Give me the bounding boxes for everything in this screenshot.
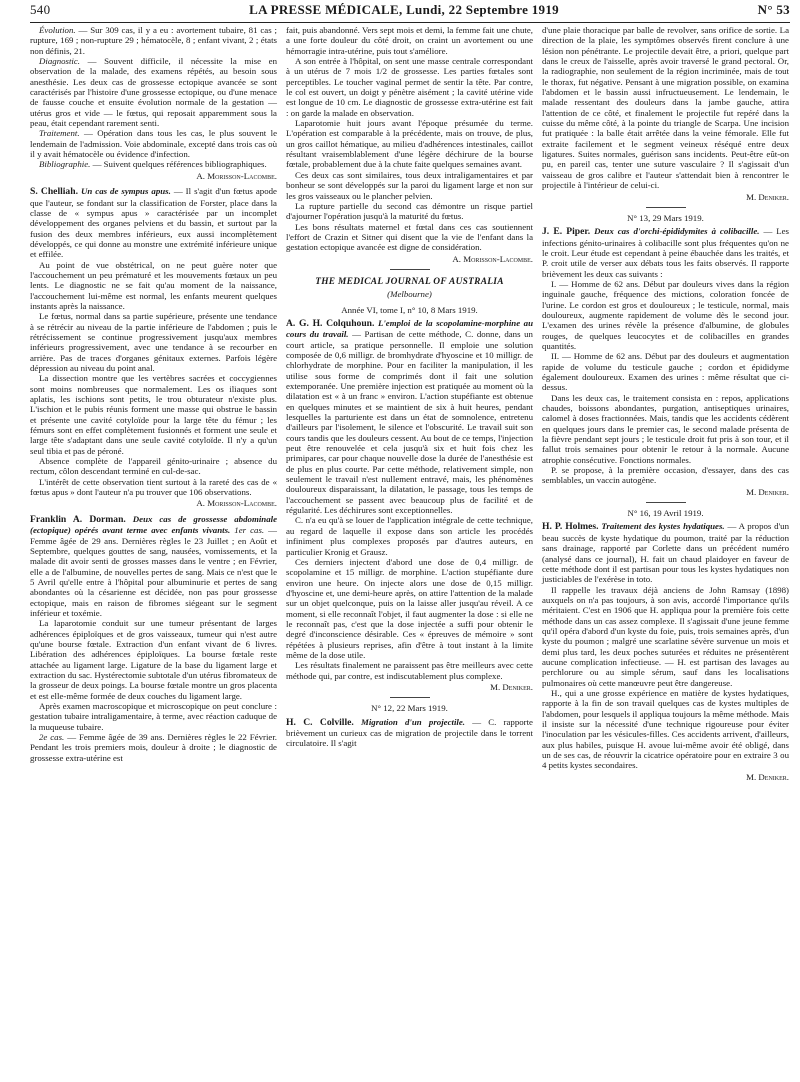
lead: Bibliographie. bbox=[39, 159, 91, 170]
text: — A propos d'un beau succès de kyste hydatique du poumon, traité par la réduction sans drainage, rapporté par Corlette dans un précédent numéro (analysé dans ce journal), H. fait un chaud plaidoyer en faveur de cette méthode dont il est partisan pour tous les kystes hydatiques non justiciables de l'exérèse in toto. bbox=[542, 521, 790, 585]
article-author: J. E. Piper. bbox=[542, 226, 591, 238]
issue-line: Année VI, tome I, n° 10, 8 Mars 1919. bbox=[341, 304, 478, 315]
paragraph: Au point de vue obstétrical, on ne peut guère noter que l'accouchement un peu prématuré et les mouvements fœtaux un peu lents. Le diagnostic ne se fait qu'au moment de la naissance, l'accouchement lui-même est normal, les enfants meurent quelques instants après la naissance. bbox=[30, 259, 277, 311]
paragraph: H., qui a une grosse expérience en matière de kystes hydatiques, rapporte à la fin de son travail quelques cas de kystes multiples de l'abdomen, pour lesquels il appliqua toujours la même méthode. Mais il insiste sur la nécessité d'une technique rigoureuse pour éviter l'inoculation par les vésicules-filles. Ces accidents arrivent, d'ailleurs, aux plus habiles, puisque H. avoue lui-même avoir été obligé, dans un de ses cas, de réouvrir la cicatrice opératoire pour en extraire 3 ou 4 petits kystes secondaires. bbox=[542, 687, 789, 771]
text: — Les infections génito-urinaires à colibacille sont plus fréquentes qu'on ne le croit. Leur étude est cependant à peine ébauchée dans les traités, et P. croit utile de verser aux débats tous les faits observés. Il rapporte brièvement les deux cas suivants : bbox=[542, 226, 789, 279]
paragraph: La rupture partielle du second cas démontre un risque partiel d'ajourner l'opération jusqu'à la maturité du fœtus. bbox=[286, 200, 533, 222]
signature: A. Morisson-Lacombe. bbox=[196, 498, 277, 509]
issue-number: N° 53 bbox=[757, 2, 790, 17]
issue-line: N° 13, 29 Mars 1919. bbox=[627, 212, 704, 223]
paragraph bbox=[30, 186, 277, 259]
signature: M. Deniker. bbox=[746, 191, 789, 202]
article-title: Migration d'un projectile. bbox=[360, 716, 466, 727]
article-title: Un cas de sympus apus. bbox=[80, 186, 171, 197]
issue-line: N° 16, 19 Avril 1919. bbox=[627, 508, 704, 519]
text: — Souvent difficile, il nécessite la mise en observation de la malade, des examens répétés, au besoin sous anesthésie. Les deux cas de grossesse ectopique avancée se sont caractérisés par l'histoire d'une grossesse ectopique, ou d'une menace de fausse couche et ensuite évolution normale de la gestation — utérus gros et vide — le fœtus, qui reposait apparemment sous la peau, était cependant rarement senti. bbox=[30, 56, 277, 129]
paragraph: Le fœtus, normal dans sa partie supérieure, présente une tendance à se rétrécir au niveau de la partie inférieure de l'abdomen ; puis le rétrécissement se continue progressivement jusqu'aux membres inférieurs progressivement, avec une tendance à se recourber en arrière. Pas de traces d'organes génitaux externes. Parfois légère dépression au niveau du point anal. bbox=[30, 311, 277, 373]
text: — Femme âgée de 39 ans. Dernières règles le 22 Février. Pendant les trois premiers mois, douleur à droite ; le diagnostic de grossesse extra-utérine est bbox=[30, 732, 277, 763]
paragraph: Ces derniers injectent d'abord une dose de 0,4 milligr. de scopolamine et 15 milligr. de morphine. L'action stupéfiante dure environ une heure. On injecte alors une dose de 0,15 milligr. d'hyoscine et, une demi-heure après, on attire l'attention de la malade sur un objet quelconque, puis on la laisse aller jusqu'au réveil. A ce moment, si elle reconnaît l'objet, il faut augmenter la dose : si elle ne le reconnaît pas, c'est que la dose injectée a suffi pour obtenir le degré d'inconscience désirable. Ces « épreuves de mémoire » sont répétées à plusieurs reprises, afin d'être à tout instant à la limite même de la dose utile. bbox=[286, 556, 533, 660]
paragraph bbox=[286, 717, 533, 749]
paragraph bbox=[542, 521, 789, 584]
signature: A. Morisson-Lacombe. bbox=[452, 253, 533, 264]
paragraph: Il rappelle les travaux déjà anciens de John Ramsay (1898) auxquels on n'a pas toujours, à son avis, accordé l'importance qu'ils méritaient. C'est en 1906 que H. appliqua pour la première fois cette méthode dans un cas assez complexe. Il s'agissait d'une jeune femme qu'il opéra d'abord d'un kyste du foie, puis, trois semaines après, d'un kyste du poumon ; malgré une scarlatine sévère survenue un mois et demi plus tard, les deux poches suturées et réduites ne présentèrent aucune complication infectieuse. — H. est partisan des lavages au perchlorure ou au simple sérum, sauf dans les localisations pulmonaires où cette manœuvre peut être dangereuse. bbox=[542, 584, 789, 688]
paragraph: Les résultats finalement ne paraissent pas être meilleurs avec cette méthode qui, par contre, est indiscutablement plus complexe. bbox=[286, 660, 533, 681]
article-author: Franklin A. Dorman. bbox=[30, 513, 126, 525]
text: — Femme âgée de 29 ans. Dernières règles le 23 Juillet ; en Août et Septembre, quelques gouttes de sang, nausées, vomissements, et la malade dit avoir senti de grosses masses dans le ventre ; en Février, elle a de l'albumine, de nouvelles pertes de sang. Mais ce n'est que le 5 Avril qu'elle entre à l'hôpital pour albuminurie et pertes de sang abondantes où la césarienne est décidée, non pas pour grossesse ectopique, mais en raison de fibromes siégeant sur le segment inférieur et toxémie. bbox=[30, 525, 277, 618]
journal-title: LA PRESSE MÉDICALE, Lundi, 22 Septembre 1919 bbox=[249, 2, 559, 17]
page-number: 540 bbox=[30, 2, 51, 17]
article-author: H. P. Holmes. bbox=[542, 521, 599, 533]
paragraph bbox=[30, 514, 277, 618]
article-title: L'emploi de la scopolamine-morphine au cours du travail. bbox=[286, 317, 533, 340]
text: — Partisan de cette méthode, C. donne, dans un court article, sa pratique personnelle. Il emploie une solution composée de 0,6 milligr. de bromhydrate d'hyoscine et 10 milligr. de chlorhydrate de morphine. Pour en faciliter la manipulation, il les utilise sous forme de comprimés dont il fait une solution extemporanée. Une première injection est pratiquée au moment où la dilatation est « à un franc » environ. L'action stupéfiante est obtenue en quelques minutes et se maintient de six à huit heures, pendant lesquelles la parturiente est dans un état de somnolence, entretenu d'ailleurs par l'isolement, le silence et l'obscurité. Le travail suit son cours tandis que les douleurs cessent. Au bout de ce temps, l'injection peut être renouvelée et cela jusqu'à six et huit fois chez les primipares, car pour chaque nouvelle dose la durée de l'anesthésie est de plus en plus courte. Par cette méthode, relativement simple, non seulement le travail n'est nullement entravé, mais, les phénomènes douloureux disparaissant, la dilatation, le passage, tous les temps de l'accouchement se passent avec beaucoup plus de facilité et de régularité. Les déchirures sont exceptionnelles. bbox=[286, 329, 533, 516]
signature: M. Deniker. bbox=[746, 486, 789, 497]
section-place: (Melbourne) bbox=[387, 289, 432, 300]
paragraph: Dans les deux cas, le traitement consista en : repos, applications chaudes, boissons abondantes, purgation, antiseptiques urinaires, calomel à doses fractionnées. Mais, tandis que les accidents cédèrent en quelques jours dans le premier cas, le second malade présenta de la fièvre pendant sept jours ; le testicule droit fut pris à son tour, et il fallut trois semaines pour obtenir le retour à la normale. Aucune atrophie consécutive. Fonctions normales. bbox=[542, 392, 789, 465]
lead: Diagnostic. bbox=[39, 56, 81, 67]
paragraph: Absence complète de l'appareil génito-urinaire ; absence du rectum, côlon descendant terminé en cul-de-sac. bbox=[30, 456, 277, 477]
signature: M. Deniker. bbox=[490, 681, 533, 692]
paragraph bbox=[30, 56, 277, 128]
paragraph: L'intérêt de cette observation tient surtout à la rareté des cas de « fœtus apus » dont l'auteur n'a pu trouver que 106 observations. bbox=[30, 476, 277, 498]
column-1 bbox=[30, 25, 277, 787]
article-title: Deux cas de grossesse abdominale (ectopique) opérés avant terme avec enfants vivants. bbox=[30, 513, 277, 536]
article-title: Deux cas d'orchi-épididymites à colibacille. bbox=[594, 226, 760, 237]
paragraph: Après examen macroscopique et microscopique on peut conclure : gestation tubaire intraligamentaire, à terme, avec réaction caduque de la muqueuse tubaire. bbox=[30, 701, 277, 732]
text: — C. rapporte brièvement un curieux cas de migration de projectile dans le torrent circulatoire. Il s'agit bbox=[286, 716, 533, 749]
columns bbox=[30, 23, 790, 787]
lead: Traitement. bbox=[39, 128, 80, 139]
column-3 bbox=[542, 25, 789, 787]
paragraph bbox=[286, 318, 533, 516]
paragraph: P. se propose, à la première occasion, d'essayer, dans des cas semblables, un vaccin autogène. bbox=[542, 465, 789, 486]
text: — Opération dans tous les cas, le plus souvent le lendemain de l'admission. Voie abdominale, excepté dans trois cas où il y avait hématocèle ou évidence d'infection. bbox=[30, 128, 278, 160]
article-author: A. G. H. Colquhoun. bbox=[286, 317, 375, 329]
paragraph: La dissection montre que les vertèbres sacrées et coccygiennes sont moins nombreuses que normalement. Les os iliaques sont aplatis, les ischions sont petits, le trou obturateur n'existe plus. L'ischion et le pubis réunis forment une masse qui obstrue le bassin et présente une cavité cotyloïde pour la large tête du fémur ; les fémurs sont en effet complètement fusionnés et forment une seule et large tête s'adaptant dans une seule cavité cotyloïde. Il n'y a qu'un seul tibia et pas de péroné. bbox=[30, 373, 277, 456]
article-author: H. C. Colville. bbox=[286, 716, 354, 728]
column-2 bbox=[286, 25, 533, 787]
paragraph bbox=[30, 732, 277, 763]
lead: 1er cas. bbox=[234, 525, 265, 536]
lead: 2e cas. bbox=[39, 732, 65, 743]
paragraph: C. n'a eu qu'à se louer de l'application intégrale de cette technique, au regard de laquelle il expose dans son article les procédés infiniment plus complexes proposés par d'autres auteurs, en particulier Kronig et Grausz. bbox=[286, 515, 533, 557]
paragraph bbox=[542, 226, 789, 279]
text: — Sur 309 cas, il y a eu : avortement tubaire, 81 cas ; rupture, 169 ; non-rupture 29 ; hématocèle, 8 ; enfant vivant, 2 ; états non définis, 21. bbox=[30, 25, 278, 56]
article-author: S. Chelliah. bbox=[30, 186, 78, 198]
text: — Suivent quelques références bibliographiques. bbox=[92, 159, 267, 170]
paragraph: I. — Homme de 62 ans. Début par douleurs vives dans la région inguinale gauche, fréquence des mictions, coloration foncée de l'urine. Le cordon est gros et douloureux ; le testicule, normal, mais douloureux, augmente rapidement de volume dès le second jour. L'examen des urines révèle la présence d'albumine, de globules rouges, de quelques leucocytes et de colibacilles en grandes quantités. bbox=[542, 278, 789, 351]
paragraph bbox=[30, 128, 277, 159]
paragraph: La laparotomie conduit sur une tumeur présentant de larges adhérences épiploïques et de gros vaisseaux, tumeur qui n'est autre qu'une bourse fœtale. Extraction d'un enfant vivant de 6 livres. Libération des adhérences épiploïques. La bourse fœtale reste attachée au ligament large. Ligature de la base du ligament large et extraction du sac. Hystérectomie subtotale d'un utérus fibromateux de la grosseur de deux poings. La bourse fœtale montre un gros placenta et est elle-même formée de deux couches du ligament large. bbox=[30, 618, 277, 701]
paragraph bbox=[30, 159, 277, 169]
text: — Il s'agit d'un fœtus apode que l'auteur, se fondant sur la classification de Forster, place dans la classe de « sympus apus » caractérisée par un incomplet développement des organes pelviens et du bassin, et surtout par la fusion des deux membres inférieurs, eux aussi incomplètement développés, ce qui donne au monstre une extrémité inférieure unique et effilée. bbox=[30, 186, 277, 260]
signature: A. Morisson-Lacombe. bbox=[196, 170, 277, 181]
lead: Évolution. bbox=[39, 25, 76, 35]
divider bbox=[646, 502, 686, 503]
page-header bbox=[30, 0, 790, 23]
article-title: Traitement des kystes hydatiques. bbox=[601, 521, 725, 532]
paragraph bbox=[30, 25, 277, 56]
paragraph: A son entrée à l'hôpital, on sent une masse centrale correspondant à un utérus de 7 mois 1/2 de grossesse. Les parties fœtales sont perceptibles. Le toucher vaginal permet de sentir la tête. Par contre, le col est ouvert, un doigt y pénètre aisément ; la cavité utérine vide est longue de 10 cm. Le diagnostic de grossesse extra-utérine est fait : on garde la malade en observation. bbox=[286, 56, 533, 118]
paragraph: Les bons résultats maternel et fœtal dans ces cas soutiennent l'effort de Crazin et Sitner qui disent que la vie de l'enfant dans la gestation ectopique avancée est digne de considération. bbox=[286, 221, 533, 253]
paragraph: Ces deux cas sont similaires, tous deux intraligamentaires et par bonheur se sont développés sur la paroi du ligament large et non sur les gros vaisseaux ou le plancher pelvien. bbox=[286, 169, 533, 201]
signature: M. Deniker. bbox=[746, 771, 789, 782]
paragraph: d'une plaie thoracique par balle de revolver, sans orifice de sortie. La direction de la plaie, les symptômes observés firent conclure à une lésion non pénétrante. Le projectile devait être, a priori, quelque part dans le creux de l'aisselle, après avoir traversé le grand pectoral. Or, la radiographie, non seulement de la région incriminée, mais de tout le thorax, fut négative. Pensant à une migration possible, on examina l'abdomen et le bassin aussi infructueusement. Le lendemain, le malade ressentant des douleurs dans la jambe gauche, attira l'attention de ce côté, et finalement le projectile fut repéré dans la cuisse du même côté, à la pointe du triangle de Scarpa. Une incision fut pratiquée : la balle était arrêtée dans la veine fémorale. Elle fut extraite facilement et le segment veineux réséqué entre deux ligatures. Suites normales, guérison sans incidents. Peut-être eût-on pu, en pareil cas, tenter une suture vasculaire ? Il s'agissait d'un vaisseau de gros calibre et l'auteur s'attendait bien à rencontrer le projectile à l'intérieur de celui-ci. bbox=[542, 25, 789, 191]
paragraph: II. — Homme de 62 ans. Début par des douleurs et augmentation rapide de volume du testicule gauche ; cordon et épididyme également douloureux. Examen des urines : même résultat que ci-dessus. bbox=[542, 351, 789, 393]
paragraph: fait, puis abandonné. Vers sept mois et demi, la femme fait une chute, a une forte douleur du côté droit, on craint un avortement ou une hémorragie intra-utérine, puis tout s'améliore. bbox=[286, 25, 533, 56]
divider bbox=[646, 207, 686, 208]
divider bbox=[390, 269, 430, 270]
section-title: THE MEDICAL JOURNAL OF AUSTRALIA bbox=[315, 276, 504, 287]
paragraph: Laparotomie huit jours avant l'époque présumée du terme. L'opération est comparable à la précédente, mais on trouve, de plus, un gros caillot hématique, au milieu d'adhérences intestinales, caillot résultant vraisemblablement d'une légère déchirure de la bourse fœtale, probablement due à la chute faite quelques semaines avant. bbox=[286, 118, 533, 170]
divider bbox=[390, 697, 430, 698]
issue-line: N° 12, 22 Mars 1919. bbox=[371, 703, 448, 714]
